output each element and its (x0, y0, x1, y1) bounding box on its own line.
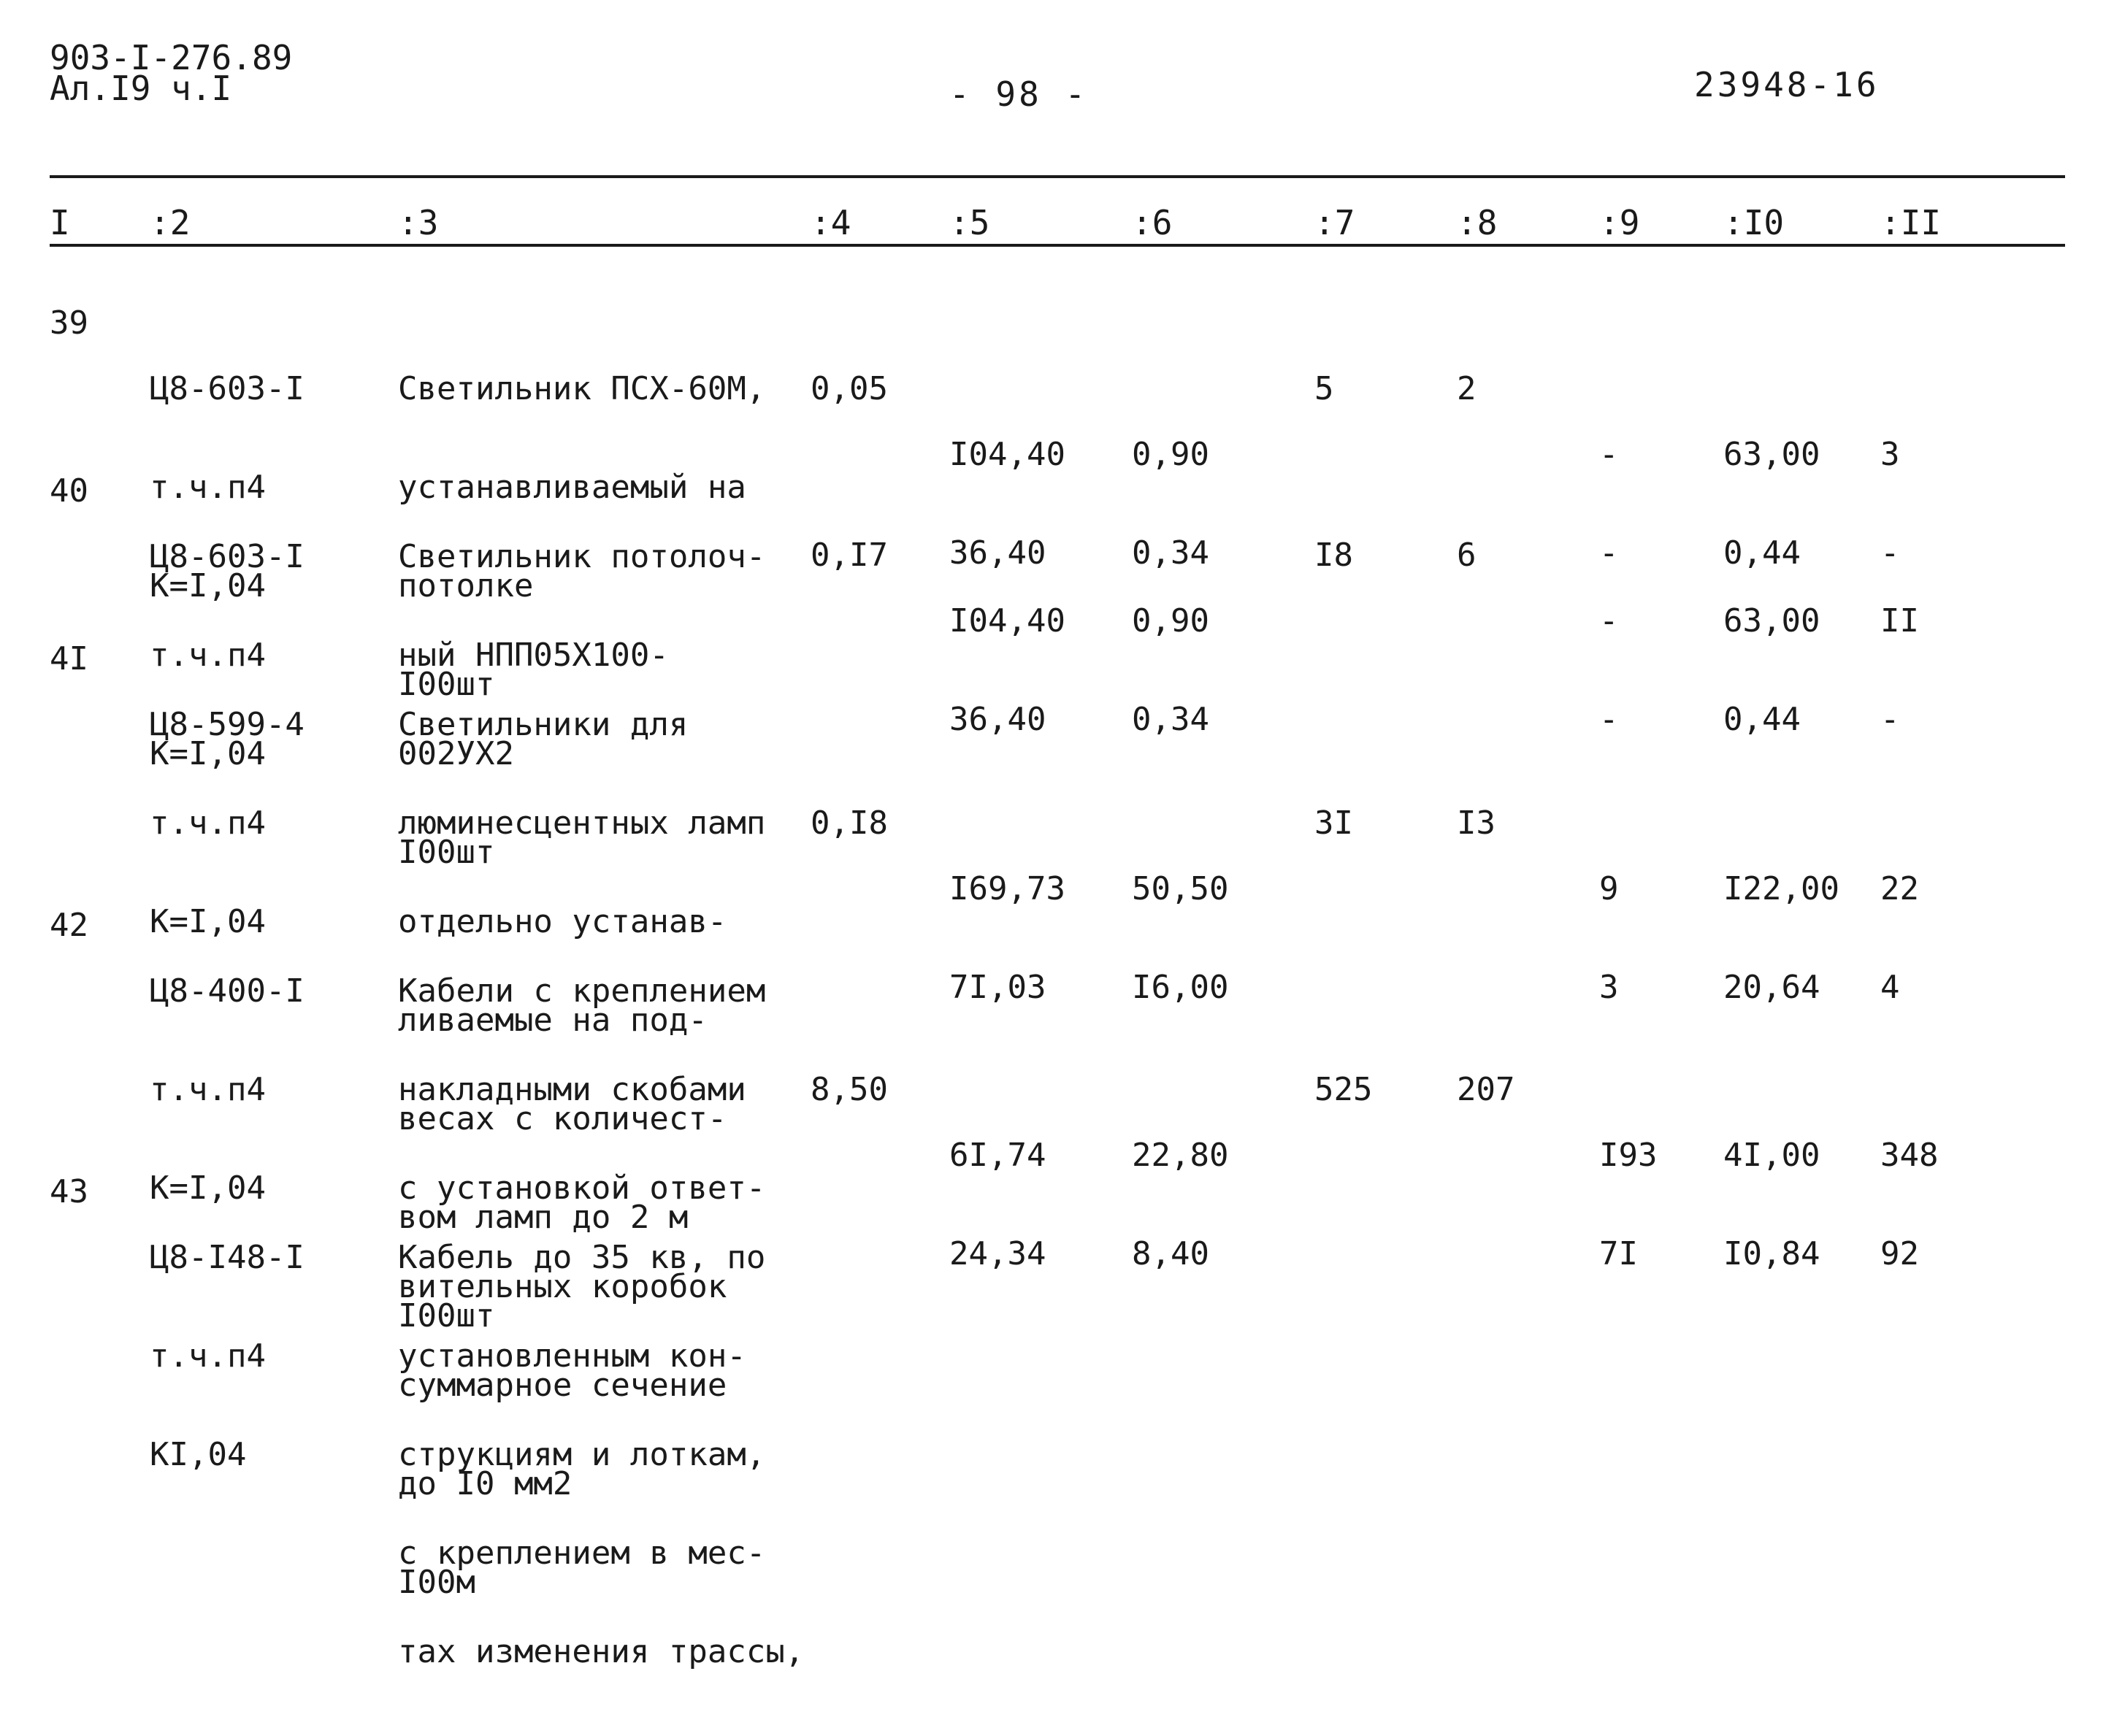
column-header: :I0 (1723, 203, 1785, 242)
work-description: Светильники для люминесцентных ламп отдельно устанав- ливаемые на под- весах с количест- вом ламп до 2 м I00шт (398, 706, 766, 1334)
column-7-value: 525 (1314, 1071, 1373, 1108)
row-number: 40 (50, 472, 88, 510)
norm-code: Ц8-603-I т.ч.п4 К=I,04 (150, 538, 305, 772)
column-9-values: - - (1599, 436, 1619, 572)
column-10-values: I22,00 20,64 (1723, 870, 1839, 1006)
column-7-value: 3I (1314, 804, 1353, 842)
column-7-value: 5 (1314, 370, 1334, 407)
quantity-value: 0,05 (811, 370, 888, 407)
column-11-values: 22 4 (1880, 870, 1919, 1006)
column-header: :2 (150, 203, 191, 242)
column-10-values: 63,00 0,44 (1723, 602, 1820, 738)
norm-code: Ц8-603-I т.ч.п4 К=I,04 (150, 370, 305, 604)
column-header-row (0, 203, 2114, 242)
column-8-value: 6 (1457, 537, 1477, 574)
header-rule-top (50, 175, 2065, 178)
column-8-value: 2 (1457, 370, 1477, 407)
norm-code: Ц8-599-4 т.ч.п4 К=I,04 (150, 706, 305, 940)
column-8-value: 207 (1457, 1071, 1515, 1108)
column-9-values: - - (1599, 602, 1619, 738)
column-7-value: I8 (1314, 537, 1353, 574)
norm-code: Ц8-400-I т.ч.п4 К=I,04 (150, 972, 305, 1207)
column-5-values: I04,40 36,40 (949, 602, 1065, 738)
document-code (50, 38, 293, 108)
column-header: :5 (949, 203, 990, 242)
column-5-values: I69,73 7I,03 (949, 870, 1065, 1006)
column-6-values: 22,80 8,40 (1132, 1137, 1229, 1272)
column-6-values: 50,50 I6,00 (1132, 870, 1229, 1006)
column-5-values: I04,40 36,40 (949, 436, 1065, 572)
row-number: 42 (50, 907, 88, 944)
column-10-values: 4I,00 I0,84 (1723, 1137, 1820, 1272)
quantity-value: 0,I8 (811, 804, 888, 842)
column-header: :7 (1314, 203, 1355, 242)
column-11-values: 3 - (1880, 436, 1900, 572)
row-number: 4I (50, 640, 88, 677)
column-8-value: I3 (1457, 804, 1495, 842)
column-11-values: II - (1880, 602, 1919, 738)
row-number: 43 (50, 1173, 88, 1210)
column-5-values: 6I,74 24,34 (949, 1137, 1046, 1272)
norm-code: Ц8-I48-I т.ч.п4 КI,04 (150, 1239, 305, 1473)
column-9-values: I93 7I (1599, 1137, 1658, 1272)
column-6-values: 0,90 0,34 (1132, 602, 1209, 738)
column-header: :3 (398, 203, 439, 242)
column-header: I (50, 203, 70, 242)
column-header: :9 (1599, 203, 1640, 242)
work-description: Светильник потолоч- ный НПП05Х100- 002УХ2 I00шт (398, 538, 766, 871)
column-header: :6 (1132, 203, 1173, 242)
page-number: - 98 - (949, 74, 1089, 114)
column-header: :8 (1457, 203, 1498, 242)
column-11-values: 348 92 (1880, 1137, 1939, 1272)
album-part: Ал.I9 ч.I (50, 69, 232, 108)
column-6-values: 0,90 0,34 (1132, 436, 1209, 572)
document-number: 903-I-276.89 (50, 38, 293, 77)
header-rule-bottom (50, 244, 2065, 247)
quantity-value: 8,50 (811, 1071, 888, 1108)
work-description: Кабель до 35 кв, по установленным кон- струкциям и лоткам, с креплением в мес- тах изменения трассы, (398, 1239, 805, 1670)
work-description: Светильник ПСХ-60М, устанавливаемый на потолке I00шт (398, 370, 766, 703)
work-description: Кабели с креплением накладными скобами с установкой ответ- вительных коробок суммарное сечение до I0 мм2 I00м (398, 972, 766, 1601)
column-9-values: 9 3 (1599, 870, 1619, 1006)
quantity-value: 0,I7 (811, 537, 888, 574)
sheet-code: 23948-16 (1694, 65, 1880, 104)
row-number: 39 (50, 304, 88, 342)
column-10-values: 63,00 0,44 (1723, 436, 1820, 572)
column-header: :II (1880, 203, 1942, 242)
column-header: :4 (811, 203, 851, 242)
